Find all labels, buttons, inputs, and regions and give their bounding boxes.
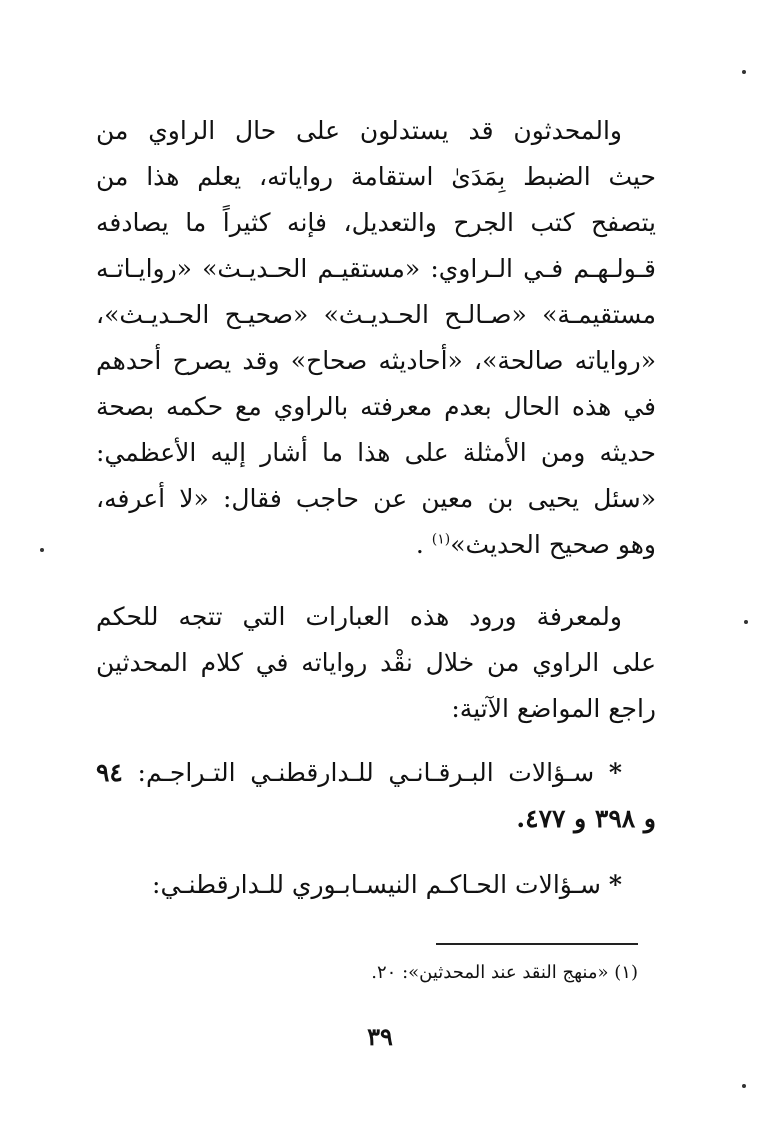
footnote-text: «منهج النقد عند المحدثين»: ٢٠. (371, 962, 609, 983)
bullet-2-line-1 (96, 862, 656, 908)
margin-mark (742, 1084, 746, 1088)
bullet-1-text: سـؤالات البـرقـانـي للـدارقطنـي التـراجـم: (137, 758, 595, 787)
paragraph-1 (96, 108, 656, 568)
paragraph-2-line-1: ولمعرفة ورود هذه العبارات التي تتجه للحكم (96, 602, 622, 631)
paragraph-2-line-3: راجع المواضع الآتية: (451, 694, 656, 723)
paragraph-1-line-9: «سئل يحيى بن معين عن حاجب فقال: «لا أعرفه، (96, 484, 656, 513)
paragraph-1-line-10-text: وهو صحيح الحديث» (450, 530, 656, 559)
margin-mark (744, 620, 748, 624)
paragraph-1-line-8: حديثه ومن الأمثلة على هذا ما أشار إليه الأعظمي: (96, 438, 656, 467)
list-item-bullet-1 (96, 750, 656, 842)
footnote (300, 958, 638, 988)
paragraph-1-line-5: مستقيمـة» «صـالـح الحـديـث» «صحيـح الحـديـث»، (96, 300, 656, 329)
bullet-1-number: ٩٤ (96, 758, 123, 787)
margin-mark (40, 548, 44, 552)
footnote-divider (436, 943, 638, 945)
paragraph-1-line-3: يتصفح كتب الجرح والتعديل، فإنه كثيراً ما يصادفه (96, 208, 656, 237)
page-number: ٣٩ (367, 1022, 393, 1051)
list-item-bullet-2 (96, 862, 656, 908)
paragraph-1-line-2: حيث الضبط بِمَدَىٰ استقامة رواياته، يعلم هذا من (96, 162, 656, 191)
paragraph-1-end-mark: . (415, 530, 424, 559)
bullet-2-text: سـؤالات الحـاكـم النيسـابـوري للـدارقطنـي: (152, 870, 601, 899)
footnote-number: (١) (614, 962, 638, 983)
paragraph-1-line-1: والمحدثون قد يستدلون على حال الراوي من (96, 116, 622, 145)
bullet-1-line-1 (96, 750, 656, 796)
paragraph-1-line-7: في هذه الحال بعدم معرفته بالراوي مع حكمه بصحة (96, 392, 656, 421)
bullet-1-marker: * (608, 758, 622, 787)
bullet-2-marker: * (608, 870, 622, 899)
margin-mark (742, 70, 746, 74)
paragraph-1-line-6: «رواياته صالحة»، «أحاديثه صحاح» وقد يصرح أحدهم (96, 346, 656, 375)
paragraph-1-line-4: قـولـهـم فـي الـراوي: «مستقيـم الحـديـث» «روايـاتـه (96, 254, 656, 283)
bullet-1-line-2: و ٣٩٨ و ٤٧٧. (516, 804, 656, 833)
paragraph-2-line-2: على الراوي من خلال نقْد رواياته في كلام المحدثين (96, 648, 656, 677)
paragraph-2 (96, 594, 656, 732)
paragraph-1-line-10 (96, 522, 656, 568)
footnote-reference: (١) (431, 531, 451, 548)
